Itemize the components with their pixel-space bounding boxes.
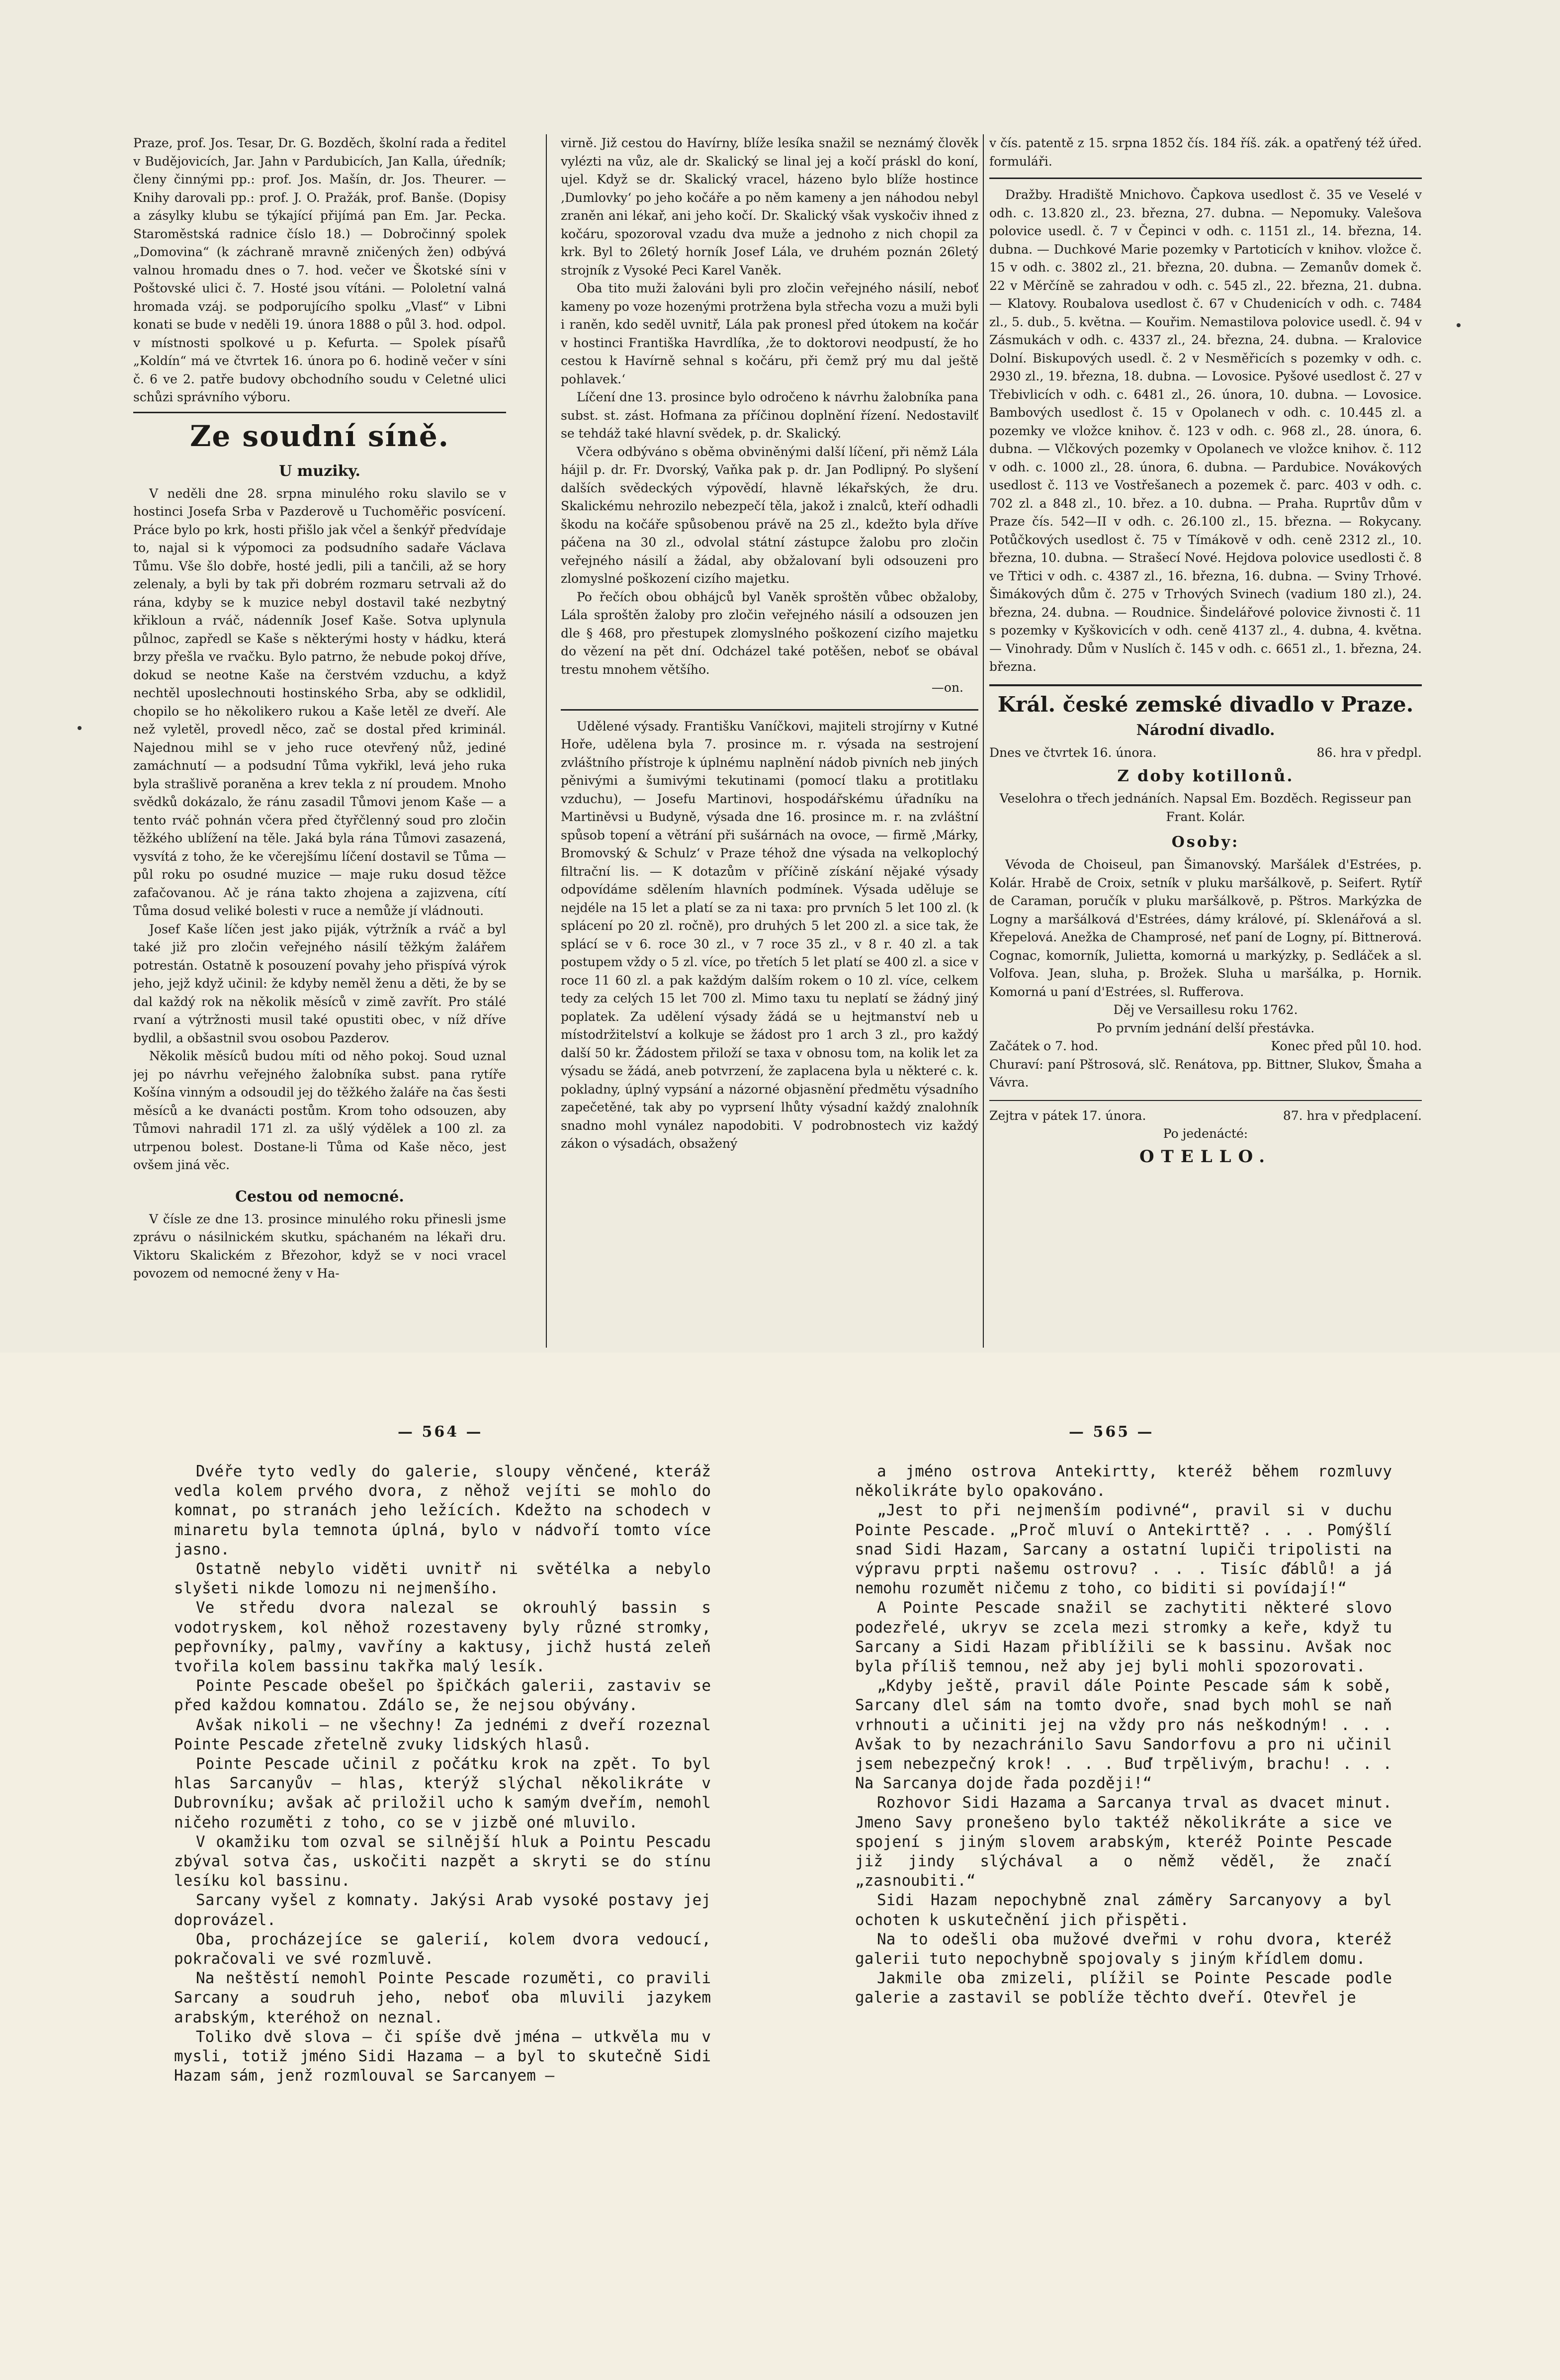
cast-heading: Osoby: [1171,833,1240,851]
novel-paragraph: a jméno ostrova Antekirtty, kteréž během rozmluvy několikráte bylo opakováno. [855,1463,1392,1500]
theatre-top-rule [989,684,1422,686]
column-divider [983,134,984,1348]
novel-paragraph: Dvéře tyto vedly do galerie, sloupy věnčené, kteráž vedla kolem prvého dvora, z něhož vejíti se mohlo do komnat, po stranách jeho ležících. Kdežto na schodech v minaretu byla temnota úplná, bylo v nádvoří tomto více jasno. [174,1463,711,1558]
novel-column-right [855,1462,1392,2357]
novel-column-left [174,1462,711,2357]
article-paragraph: Josef Kaše líčen jest jako piják, výtržník a rváč a byl také již pro zločin veřejného násilí těžkým žalářem potrestán. Ostatně k posouzení povahy jeho přispívá výrok jeho, jejž když učinil: že kdyby neměl ženu a děti, že by se dal každý rok na několik měsíců v zimě zavřít. Pro stálé rvaní a výtržnosti musil také opustiti obec, v níž dříve bydlil, a obšastnil svou osobou Pazderov. [133,921,506,1045]
novel-paragraph: Sidi Hazam nepochybně znal záměry Sarcanyovy a byl ochoten k uskutečnění jich přispěti. [855,1891,1392,1929]
novel-paragraph: Avšak nikoli — ne všechny! Za jednémi z dveří rozeznal Pointe Pescade zřetelně zvuky lidských hlasů. [174,1716,711,1753]
performance-date-line [989,744,1422,762]
article-paragraph: V čísle ze dne 13. prosince minulého roku přinesli jsme zprávu o násilnickém skutku, spáchaném na lékaři dru. Viktoru Skalickém z Březohor, když se v noci vracel povozem od nemocné ženy v Ha- [133,1211,506,1281]
novel-paragraph: Oba, procházejíce se galerií, kolem dvora vedoucí, pokračovali ve své rozmluvě. [174,1930,711,1968]
theatre-inner-rule [989,1100,1422,1101]
article-paragraph: virně. Již cestou do Havírny, blíže lesíka snažil se neznámý člověk vylézti na vůz, ale dr. Skalický se linal jej a kočí práskl do koní, ujel. Když se dr. Skalický vracel, házeno bylo blíže hostince ‚Dumlovky‘ po jeho kočáře a po něm kameny a jen náhodou nebyl zraněn ani lékař, ani jeho kočí. Dr. Skalický však vyskočiv ihned z kočáru, spozoroval vzadu dva muže a jednoho z nich chopil za krk. Byl to 26letý horník Josef Lála, ve druhém poznán 26letý strojník z Vysoké Peci Karel Vaněk. [561,136,978,277]
play-intermission: Po prvním jednání delší přestávka. [1096,1020,1315,1035]
article-title-music: U muziky. [279,462,360,480]
column-divider [546,134,547,1348]
novel-paragraph: V okamžiku tom ozval se silnější hluk a Pointu Pescadu zbýval sotva čas, uskočiti nazpět a skryti se do stínu lesíku kol bassinu. [174,1832,711,1890]
column-2 [561,134,978,1348]
next-performance-date: Zejtra v pátek 17. února. [989,1108,1146,1123]
article-title-sick-visit: Cestou od nemocné. [235,1188,404,1205]
article-separator-rule [989,178,1422,179]
column-3 [989,134,1422,1348]
performance-times-line [989,1037,1422,1056]
novel-paragraph: Na neštěstí nemohl Pointe Pescade rozuměti, co pravili Sarcany a soudruh jeho, neboť oba mluvili jazykem arabským, kteréhož on neznal. [174,1969,711,2026]
section-heading-court: Ze soudní síně. [190,419,449,453]
novel-paragraph: Jakmile oba zmizeli, plížil se Pointe Pescade podle galerie a zastavil se poblíže těchto dveří. Otevřel je [855,1969,1392,2007]
column-1 [133,134,506,1348]
novel-paragraph: Toliko dvě slova — či spíše dvě jména — utkvěla mu v mysli, totiž jméno Sidi Hazama — a byl to skutečně Sidi Hazam sám, jenž rozmlouval se Sarcanyem — [174,2027,711,2085]
next-play-title: OTELLO. [1139,1146,1272,1167]
novel-paragraph: Pointe Pescade učinil z počátku krok na zpět. To byl hlas Sarcanyův — hlas, kterýž slýchal několikráte v Dubrovníku; avšak ač priložil ucho k samým dveřím, nemohl ničeho rozuměti z toho, co se v jizbě oné mluvilo. [174,1755,711,1831]
club-notices: Praze, prof. Jos. Tesar, Dr. G. Bozděch, školní rada a ředitel v Budějovicích, Jar. Jahn v Pardubicích, Jan Kalla, úředník; členy činnými pp.: prof. Jos. Mašín, dr. Jos. Theurer. — Knihy darovali pp.: prof. J. O. Pražák, prof. Banše. (Dopisy a zásylky klubu se týkající přijímá pan Em. Jar. Pecka. Staroměstská radnice číslo 18.) — Dobročinný spolek „Domovina“ (k záchraně mravně zničených žen) odbývá valnou hromadu dnes o 7. hod. večer ve Škotské síni v Poštovské ulici č. 7. Hosté jsou vítáni. — Pololetní valná hromada vzáj. se podporujícího spolku „Vlasť“ v Libni konati se bude v neděli 19. února 1888 o půl 3. hod. odpol. v místnosti spolkové u p. Kefurta. — Spolek písařů „Koldín“ má ve čtvrtek 16. února po 6. hodině večer v síni č. 6 ve 2. patře budovy obchodního soudu v Celetné ulici schůzi správního výboru. [133,136,506,404]
margin-dot [78,726,82,730]
article-paragraph: V neděli dne 28. srpna minulého roku slavilo se v hostinci Josefa Srba v Pazderově u Tuchoměřic posvícení. Práce bylo po krk, hosti přišlo jak včel a šenkýř předvídaje to, najal si k výpomoci za podsudního sadaře Václava Tůmu. Vše šlo dobře, hosté jedli, pili a tančili, až se hory zelenaly, a byli by tak při dobrém rozmaru setrvali až do rána, kdyby se k muzice nebyl dostavil také nezbytný křikloun a rváč, nádenník Josef Kaše. Sotva uplynula půlnoc, zapředl se Kaše s některými hosty v hádku, která brzy přešla ve rvačku. Bylo patrno, že nebude pokoj dříve, dokud se neotne Kaše na čerstvém vzduchu, a když nechtěl uposlechnouti hostinského Srba, aby se odklidil, chopilo se ho několikero rukou a Kaše letěl ze dveří. Ale než vyletěl, provedl něco, zač se dostal před kriminál. Najednou mihl se v jeho ruce otevřený nůž, jediné zamáchnutí — a podsudní Tůma vykřikl, levá jeho ruka byla strašlivě poraněna a krev tekla z ní proudem. Mnoho svědků dokázalo, že ránu zasadil Tůmovi jenom Kaše — a tento rváč pohnán včera před čtyřčlenný soud pro zločin těžkého ublížení na těle. Jaká byla rána Tůmovi zasazená, vysvítá z toho, že ke včerejšímu líčení dostavil se Tůma — půl roku po osudné muzice — maje ruku dosud těžce zafačovanou. Ač je rána takto zhojena a zajizvena, cítí Tůma dosud veliké bolesti v ruce a nemůže jí vládnouti. [133,486,506,918]
theatre-subtitle: Národní divadlo. [1136,721,1275,739]
start-time: Začátek o 7. hod. [989,1039,1099,1053]
article-paragraph: Včera odbýváno s oběma obviněnými další líčení, při němž Lála hájil p. dr. Fr. Dvorský, Vaňka pak p. dr. Jan Podlipný. Po slyšení dalších svědeckých výpovědí, hlavně lékařských, že dru. Skalickému nehrozilo nebezpečí těla, jakož i znalců, kteří odhadli škodu na kočáře spůsobenou právě na 25 zl., kdežto byla dříve páčena na 30 zl., odvolal státní zástupce žalobu pro zločin veřejného násilí a žádal, aby obžalovaní byli odsouzeni pro zlomyslné poškození cizího majetku. [561,444,978,586]
article-paragraph: Oba tito muži žalováni byli pro zločin veřejného násilí, neboť kameny po voze hozenými protržena byla střecha vozu a muži byli i raněn, kdo seděl uvnitř, Lála pak pronesl před útokem na kočár v hostinci Františka Havrdlíka, ‚že to doktorovi neodpustí, že ho cestou k Havírně sehnal s kočáru, při čemž prý mu dal ještě pohlavek.‘ [561,281,978,386]
novel-paragraph: Rozhovor Sidi Hazama a Sarcanya trval as dvacet minut. Jmeno Savy pronešeno bylo taktéž několikráte a sice ve spojení s jiným slovem arabským, kteréž Pointe Pescade již jindy slýchával a o němž věděl, že značí „zasnoubiti.“ [855,1794,1392,1890]
article-signature: —on. [931,680,963,695]
novel-paragraph: Sarcany vyšel z komnaty. Jakýsi Arab vysoké postavy jej doprovázel. [174,1891,711,1929]
novel-paragraph: „Jest to při nejmenším podivné“, pravil si v duchu Pointe Pescade. „Proč mluví o Antekirttě? . . . Pomýšlí snad Sidi Hazam, Sarcany a ostatní lupiči tripolisti na výpravu prpti našemu ostrovu? . . . Tisíc ďáblů! a já nemohu rozumět ničemu z toho, co biditi si povídají!“ [855,1501,1392,1598]
article-paragraph: Líčení dne 13. prosince bylo odročeno k návrhu žalobníka pana subst. st. zást. Hofmana za příčinou doplnění řízení. Nedostavilť se tehdáž také hlavní svědek, p. dr. Skalický. [561,390,978,441]
novel-paragraph: Ostatně nebylo viděti uvnitř ni světélka a nebylo slyšeti nikde lomozu ni nejmenšího. [174,1560,711,1598]
subscription-number: 86. hra v předpl. [1316,745,1422,760]
novel-paragraph: „Kdyby ještě, pravil dále Pointe Pescade sám k sobě, Sarcany dlel sám na tomto dvoře, snad bych mohl se naň vrhnouti a učiniti jej na vždy pro nás neškodným! . . . Avšak to by nezachránilo Savu Sandorfovu a pro ni učinil jsem nebezpečný krok! . . . Buď trpělivým, brachu! . . . Na Sarcanya dojde řada později!“ [855,1677,1392,1793]
novel-paragraph: A Pointe Pescade snažil se zachytiti některé slovo podezřelé, ukryv se zcela mezi stromky a keře, když tu Sarcany a Sidi Hazam přiblížili se k bassinu. Avšak noc byla příliš temnou, než aby jej byli mohli spozorovati. [855,1599,1392,1676]
auctions-paragraph: Dražby. Hradiště Mnichovo. Čapkova usedlost č. 35 ve Veselé v odh. c. 13.820 zl., 23. března, 27. dubna. — Nepomuky. Valešova polovice usedl. č. 7 v Čepinci v odh. c. 1151 zl., 14. března, 14. dubna. — Duchkové Marie pozemky v Partoticích v knihov. vložce č. 15 v odh. c. 3802 zl., 21. března, 20. dubna. — Zemanův domek č. 22 v Měrčíně se zahradou v odh. c. 545 zl., 22. března, 21. dubna. — Klatovy. Roubalova usedlost č. 67 v Chudenicích v odh. c. 7484 zl., 5. dub., 5. května. — Kouřim. Nemastilova polovice usedl. č. 94 v Zásmukách v odh. c. 4337 zl., 24. března, 24. dubna. — Kralovice Dolní. Biskupových usedl. č. 2 v Nesměřicích s pozemky v odh. c. 2930 zl., 19. března, 18. dubna. — Lovosice. Pyšové usedlost č. 27 v Třebivlicích v odh. c. 6481 zl., 26. února, 10. dubna. — Lovosice. Bambových usedlost č. 15 v Opolanech v odh. c. 10.445 zl. a pozemky ve vložce knihov. č. 123 v odh. c. 968 zl., 28. února, 6. dubna. — Vlčkových pozemky v Opolanech ve vložce knihov. č. 112 v odh. c. 1000 zl., 28. února, 6. dubna. — Pardubice. Novákových usedlost č. 113 ve Vostřešanech a pozemek č. parc. 403 v odh. c. 702 zl. a 848 zl., 10. břez. a 10. dubna. — Praha. Ruprtův dům v Praze čís. 542—II v odh. c. 26.100 zl., 15. března. — Rokycany. Potůčkových usedlost č. 75 v Tímákově v odh. ceně 2312 zl., 10. března, 10. dubna. — Strašecí Nové. Hejdova polovice usedlosti č. 8 ve Třtici v odh. c. 4387 zl., 16. března, 16. dubna. — Sviny Trhové. Šimákových dům č. 275 v Trhových Svinech (vadium 180 zl.), 24. března, 24. dubna. — Roudnice. Šindelářové polovice živnosti č. 11 s pozemky v Kyškovicích v odh. ceně 4137 zl., 4. dubna, 4. května. — Vinohrady. Dům v Nuslích č. 145 v odh. c. 6651 zl., 1. března, 24. března. [989,187,1422,674]
page-number-right: — 565 — [1069,1423,1154,1441]
article-paragraph: Několik měsíců budou míti od něho pokoj. Soud uznal jej po návrhu veřejného žalobníka subst. pana rytíře Košína vinným a odsoudil jej do těžkého žaláře na čas šesti měsíců a ke dvanácti postům. Krom toho odsouzen, aby Tůmovi nahradil 171 zl. za ušlý výdělek a 100 zl. za utrpenou bolest. Dostane-li Tůma od Kaše něco, jest ovšem jiná věc. [133,1049,506,1172]
page-number-left: — 564 — [398,1423,483,1441]
article-separator-rule [561,709,978,711]
margin-dot [1457,323,1461,327]
novel-paragraph: Pointe Pescade obešel po špičkách galerii, zastaviv se před každou komnatou. Zdálo se, že nejsou obývány. [174,1677,711,1715]
article-paragraph: Po řečích obou obhájců byl Vaněk sproštěn vůbec obžaloby, Lála sproštěn žaloby pro zločin veřejného násilí a odsouzen jen dle § 468, pro přestupek zlomyslného poškození cizího majetku do vězení na pět dní. Odcházel také potěšen, neboť se obával trestu mnohem většího. [561,589,978,677]
novel-paragraph: Na to odešli oba mužové dveřmi v rohu dvora, kteréž galerii tuto nepochybně spojovaly s jiným křídlem domu. [855,1930,1392,1968]
next-performance-label: Po jedenácté: [1163,1126,1248,1141]
theatre-title: Král. české zemské divadlo v Praze. [997,692,1414,717]
play-setting: Děj ve Versaillesu roku 1762. [1113,1003,1298,1017]
play-title: Z doby kotillonů. [1117,766,1294,785]
novel-paragraph: Ve středu dvora nalezal se okrouhlý bassin s vodotryskem, kol něhož rozestaveny byly různé stromky, pepřovníky, palmy, vavříny a kaktusy, jichž hustá zeleň tvořila kolem bassinu takřka malý lesík. [174,1599,711,1676]
column-separator-rule [133,412,506,413]
patent-continuation: v čís. patentě z 15. srpna 1852 čís. 184 říš. zák. a opatřený též úřed. formuláři. [989,136,1422,169]
play-description: Veselohra o třech jednáních. Napsal Em. Bozděch. Regisseur pan Frant. Kolár. [999,791,1412,824]
sick-cast-note: Churaví: paní Pštrosová, slč. Renátova, pp. Bittner, Slukov, Šmaha a Vávra. [989,1057,1422,1090]
end-time: Konec před půl 10. hod. [1271,1039,1422,1053]
cast-list: Vévoda de Choiseul, pan Šimanovský. Maršálek d'Estrées, p. Kolár. Hrabě de Croix, setník v pluku maršálkově, p. Seifert. Rytíř de Caraman, poručík v pluku maršálkově, p. Pštros. Markýzka de Logny a maršálková d'Estrées, dámy králové, pí. Sklenářová a sl. Křepelová. Anežka de Champrosé, neť paní de Logny, pí. Bittnerová. Cognac, komorník, Julietta, komorná u markýzky, p. Sedláček a sl. Volfova. Jean, sluha, p. Brožek. Sluha u maršálka, p. Hornik. Komorná u paní d'Estrées, sl. Rufferova. [989,857,1422,999]
patents-paragraph: Udělené výsady. Františku Vaníčkovi, majiteli strojírny v Kutné Hoře, udělena byla 7. prosince m. r. výsada na sestrojení zvláštního přístroje k úplnému naplnění nádob pivních neb jiných pěnivými a šumivými tekutinami (pomocí tlaku a protitlaku vzduchu), — Josefu Martinovi, hospodářskému úřadníku na Martiněvsi u Budyně, výsada dne 16. prosince m. r. na zvláštní spůsob topení a větrání při sušárnách na ovoce, — firmě ‚Márky, Bromovský & Schulz‘ v Praze téhož dne výsada na velkoplochý filtrační lis. — K dotazům v příčině získání nějaké výsady odpovídáme sdělením hlavních podmínek. Výsada uděluje se nejdéle na 15 let a platí se za ni taxa: pro prvních 5 let 100 zl. (k splácení po 20 zl. ročně), pro druhých 5 let 200 zl. a sice tak, že splácí se v 6. roce 30 zl., v 7 roce 35 zl., v 8 r. 40 zl. a tak postupem vždy o 5 zl. více, po třetích 5 let platí se 400 zl. a sice v roce 11 60 zl. a pak každým dalším rokem o 10 zl. více, celkem tedy za celých 15 let 700 zl. Mimo taxu tu neplatí se žádný jiný poplatek. Za udělení výsady žádá se u hejtmanství neb u místodržitelství a kolkuje se žádost pro 1 arch 3 zl., pro každý další 50 kr. Žádostem přiloží se taxa v obnosu tom, na kolik let za výsadu se žádá, aneb potvrzení, že zaplacena byla u některé c. k. pokladny, úplný vypsání a názorné objasnění předmětu výsadního zapečetěné, tak aby po vyprsení lhůty výsadní každý znalohník snadno mohl vynález napodobiti. V podrobnostech viz každý zákon o výsadách, obsažený [561,719,978,1151]
next-performance-line [989,1107,1422,1125]
performance-date: Dnes ve čtvrtek 16. února. [989,745,1157,760]
next-subscription-number: 87. hra v předplacení. [1283,1108,1422,1123]
